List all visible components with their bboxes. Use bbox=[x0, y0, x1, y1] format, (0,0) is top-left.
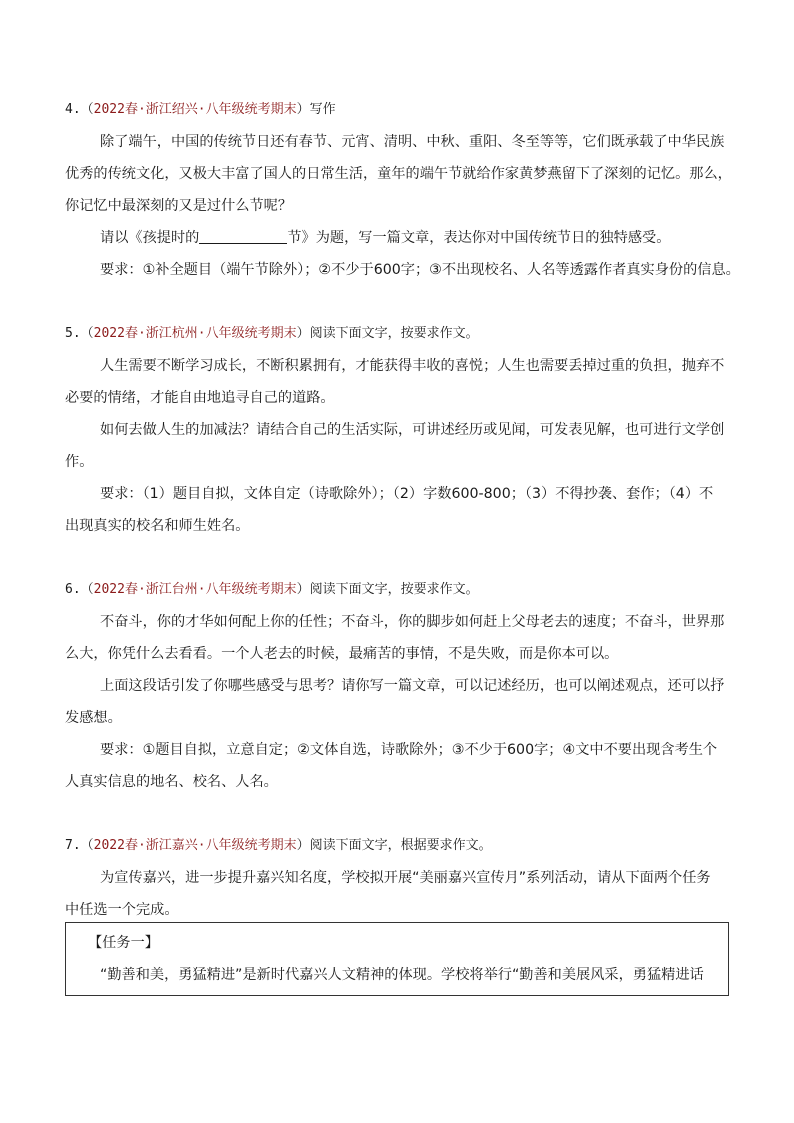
question-source: 2022春·浙江杭州·八年级统考期末 bbox=[93, 326, 297, 341]
question-source: 2022春·浙江嘉兴·八年级统考期末 bbox=[93, 838, 297, 853]
requirements-line: 要求：（1）题目自拟，文体自定（诗歌除外）；（2）字数600-800；（3）不得抄袭、套作；（4）不 bbox=[100, 486, 714, 502]
paragraph-line: 优秀的传统文化，又极大丰富了国人的日常生活，童年的端午节就给作家黄梦燕留下了深刻的记忆。那么， bbox=[65, 166, 732, 182]
question-type: ）写作 bbox=[296, 102, 336, 117]
question-source: 2022春·浙江台州·八年级统考期末 bbox=[93, 582, 297, 597]
paragraph-line: 除了端午，中国的传统节日还有春节、元宵、清明、中秋、重阳、冬至等等，它们既承载了中华民族 bbox=[100, 134, 725, 150]
question-number: 4.（ bbox=[65, 102, 94, 117]
question-6-header bbox=[65, 580, 479, 600]
prompt-prefix: 请以《孩提时的 bbox=[100, 230, 200, 246]
paragraph-line: 发感想。 bbox=[65, 710, 122, 726]
requirements-line: 要求：①补全题目（端午节除外）；②不少于600字；③不出现校名、人名等透露作者真实身份的信息。 bbox=[100, 262, 740, 278]
task-text: “勤善和美，勇猛精进”是新时代嘉兴人文精神的体现。学校将举行“勤善和美展风采，勇猛精进话 bbox=[100, 967, 704, 983]
prompt-suffix: 节》为题，写一篇文章，表达你对中国传统节日的独特感受。 bbox=[287, 230, 671, 246]
task-title: 【任务一】 bbox=[88, 935, 159, 951]
prompt-line bbox=[100, 228, 670, 248]
question-4-header bbox=[65, 100, 336, 120]
question-instruction: ）阅读下面文字，根据要求作文。 bbox=[296, 838, 492, 853]
paragraph-line: 为宣传嘉兴，进一步提升嘉兴知名度，学校拟开展“美丽嘉兴宣传月”系列活动，请从下面两个任务 bbox=[100, 870, 711, 886]
question-7-header bbox=[65, 836, 492, 856]
question-instruction: ）阅读下面文字，按要求作文。 bbox=[296, 582, 479, 597]
question-number: 6.（ bbox=[65, 582, 94, 597]
question-number: 7.（ bbox=[65, 838, 94, 853]
paragraph-line: 不奋斗，你的才华如何配上你的任性；不奋斗，你的脚步如何赶上父母老去的速度；不奋斗，世界那 bbox=[100, 614, 725, 630]
paragraph-line: 作。 bbox=[65, 454, 94, 470]
requirements-line: 要求：①题目自拟，立意自定；②文体自选，诗歌除外；③不少于600字；④文中不要出现含考生个 bbox=[100, 742, 718, 758]
paragraph-line: 如何去做人生的加减法？请结合自己的生活实际，可讲述经历或见闻，可发表见解，也可进行文学创 bbox=[100, 422, 725, 438]
paragraph-line: 必要的情绪，才能自由地追寻自己的道路。 bbox=[65, 390, 335, 406]
requirements-line: 人真实信息的地名、校名、人名。 bbox=[65, 774, 278, 790]
paragraph-line: 你记忆中最深刻的又是过什么节呢？ bbox=[65, 198, 293, 214]
paragraph-line: 么大，你凭什么去看看。一个人老去的时候，最痛苦的事情，不是失败，而是你本可以。 bbox=[65, 646, 619, 662]
paragraph-line: 中任选一个完成。 bbox=[65, 902, 179, 918]
task-box bbox=[65, 922, 729, 996]
question-5-header bbox=[65, 324, 479, 344]
question-number: 5.（ bbox=[65, 326, 94, 341]
requirements-line: 出现真实的校名和师生姓名。 bbox=[65, 518, 250, 534]
question-instruction: ）阅读下面文字，按要求作文。 bbox=[296, 326, 479, 341]
paragraph-line: 上面这段话引发了你哪些感受与思考？请你写一篇文章，可以记述经历，也可以阐述观点，还可以抒 bbox=[100, 678, 725, 694]
fill-in-blank bbox=[199, 229, 287, 244]
question-source: 2022春·浙江绍兴·八年级统考期末 bbox=[93, 102, 297, 117]
paragraph-line: 人生需要不断学习成长，不断积累拥有，才能获得丰收的喜悦；人生也需要丢掉过重的负担，抛弃不 bbox=[100, 358, 725, 374]
